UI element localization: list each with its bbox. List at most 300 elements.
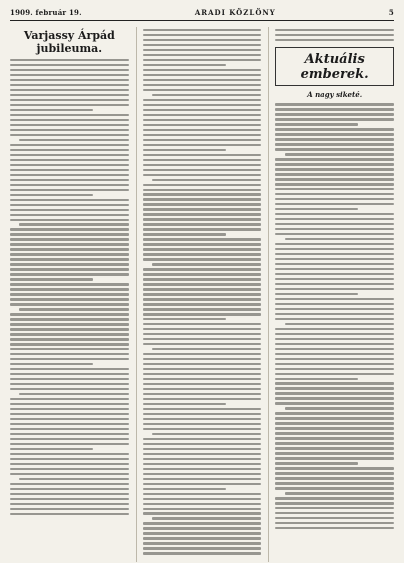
text-line (10, 238, 129, 240)
text-line (10, 373, 129, 375)
text-line (275, 148, 394, 150)
text-line (143, 393, 262, 395)
text-line (10, 343, 129, 345)
text-line (275, 123, 358, 125)
text-line (143, 149, 226, 151)
issue-date: 1909. február 19. (10, 8, 82, 17)
text-line (275, 248, 394, 250)
text-line (143, 243, 262, 245)
text-line (10, 174, 129, 176)
text-line (275, 273, 394, 275)
text-line (285, 492, 394, 494)
text-line (143, 184, 262, 186)
text-line (143, 74, 262, 76)
text-line (275, 34, 394, 36)
text-line (275, 487, 394, 489)
text-line (275, 298, 394, 300)
text-line (143, 89, 262, 91)
text-line (143, 418, 262, 420)
text-line (275, 108, 394, 110)
text-line (10, 84, 129, 86)
text-line (10, 298, 129, 300)
text-line (275, 118, 394, 120)
text-line (143, 478, 262, 480)
text-line (143, 343, 262, 345)
text-line (275, 462, 358, 464)
text-line (10, 388, 129, 390)
text-line (143, 498, 262, 500)
text-line (143, 253, 262, 255)
text-line (10, 169, 129, 171)
text-line (10, 428, 129, 430)
text-line (143, 69, 262, 71)
text-line (10, 199, 129, 201)
text-line (275, 402, 394, 404)
text-line (143, 129, 262, 131)
text-line (143, 169, 262, 171)
text-line (143, 44, 262, 46)
text-line (10, 513, 129, 515)
text-line (10, 233, 129, 235)
text-line (275, 467, 394, 469)
text-line (143, 223, 262, 225)
text-line (10, 358, 129, 360)
text-line (10, 318, 129, 320)
text-line (285, 323, 394, 325)
paper-name: ARADI KÖZLÖNY (194, 8, 276, 17)
text-line (10, 508, 129, 510)
text-line (152, 348, 261, 350)
text-line (143, 208, 262, 210)
text-line (275, 353, 394, 355)
text-line (10, 383, 129, 385)
text-line (275, 338, 394, 340)
text-line (275, 29, 394, 31)
text-line (10, 59, 129, 61)
text-line (275, 198, 394, 200)
text-line (275, 313, 394, 315)
text-line (143, 39, 262, 41)
text-line (10, 483, 129, 485)
text-line (275, 163, 394, 165)
text-line (275, 283, 394, 285)
text-line (10, 378, 129, 380)
text-line (152, 179, 261, 181)
text-line (10, 468, 129, 470)
text-line (143, 453, 262, 455)
text-line (275, 158, 394, 160)
text-line (143, 114, 262, 116)
text-line (19, 393, 128, 395)
text-line (143, 303, 262, 305)
text-line (143, 64, 226, 66)
text-line (143, 508, 262, 510)
text-line (10, 164, 129, 166)
text-line (143, 84, 262, 86)
text-line (10, 124, 129, 126)
text-line (275, 243, 394, 245)
text-line (275, 113, 394, 115)
text-line (275, 288, 394, 290)
article-headline: Varjassy Árpád jubileuma. (23, 29, 115, 55)
text-line (275, 382, 394, 384)
text-line (143, 288, 262, 290)
text-line (275, 348, 394, 350)
text-line (143, 164, 262, 166)
text-line (10, 184, 129, 186)
text-line (10, 79, 129, 81)
text-line (19, 478, 128, 480)
text-line (152, 517, 261, 519)
text-line (143, 368, 262, 370)
text-line (275, 472, 394, 474)
text-line (143, 228, 262, 230)
text-line (143, 552, 262, 554)
text-line (143, 363, 262, 365)
text-line (143, 238, 262, 240)
text-line (275, 368, 394, 370)
text-line (143, 378, 262, 380)
text-line (10, 408, 129, 410)
text-line (143, 458, 262, 460)
text-line (275, 497, 394, 499)
text-line (143, 333, 262, 335)
text-line (10, 443, 129, 445)
text-line (275, 333, 394, 335)
feature-header-box (275, 47, 394, 86)
text-line (143, 203, 262, 205)
text-line (143, 124, 262, 126)
text-line (275, 103, 394, 105)
text-line (143, 34, 262, 36)
text-line (275, 223, 394, 225)
text-line (143, 483, 262, 485)
text-line (143, 193, 262, 195)
text-line (275, 397, 394, 399)
text-line (10, 418, 129, 420)
text-line (143, 488, 226, 490)
text-line (143, 428, 262, 430)
text-line (10, 453, 129, 455)
text-line (143, 119, 262, 121)
text-line (275, 258, 394, 260)
text-line (275, 422, 394, 424)
text-line (275, 482, 394, 484)
text-line (10, 74, 129, 76)
column-3 (268, 27, 394, 562)
text-line (143, 328, 262, 330)
text-line (275, 517, 394, 519)
text-line (275, 203, 394, 205)
text-line (10, 328, 129, 330)
text-line (143, 308, 262, 310)
text-line (275, 392, 394, 394)
text-line (10, 149, 129, 151)
text-line (10, 114, 129, 116)
text-line (275, 358, 394, 360)
text-line (10, 403, 129, 405)
text-line (143, 408, 262, 410)
text-line (143, 159, 262, 161)
text-line (152, 94, 261, 96)
text-line (10, 189, 129, 191)
text-line (275, 173, 394, 175)
text-line (10, 283, 129, 285)
text-line (143, 134, 262, 136)
feature-title: Aktuális emberek. (300, 52, 369, 83)
text-line (143, 443, 262, 445)
text-line (143, 473, 262, 475)
text-line (143, 542, 262, 544)
page-number: 5 (388, 8, 394, 17)
text-line (10, 498, 129, 500)
text-line (143, 233, 226, 235)
text-line (10, 438, 129, 440)
text-line (143, 198, 262, 200)
text-line (143, 423, 262, 425)
text-line (275, 437, 394, 439)
text-line (143, 503, 262, 505)
text-line (10, 353, 129, 355)
text-line (143, 398, 262, 400)
text-line (275, 522, 394, 524)
text-line (143, 273, 262, 275)
text-line (10, 219, 129, 221)
text-line (143, 268, 262, 270)
text-line (10, 179, 129, 181)
text-line (275, 308, 394, 310)
text-line (10, 348, 129, 350)
text-line (10, 209, 129, 211)
text-line (152, 263, 261, 265)
text-line (143, 373, 262, 375)
text-line (10, 323, 129, 325)
text-line (275, 447, 394, 449)
article-columns (10, 27, 394, 562)
text-line (275, 417, 394, 419)
text-line (143, 54, 262, 56)
text-line (143, 547, 262, 549)
text-line (10, 338, 129, 340)
text-line (143, 139, 262, 141)
text-line (143, 189, 262, 191)
text-line (275, 318, 394, 320)
text-line (10, 119, 129, 121)
text-line (10, 293, 129, 295)
text-line (275, 303, 394, 305)
text-line (275, 378, 358, 380)
text-line (152, 433, 261, 435)
text-line (10, 134, 129, 136)
text-line (143, 388, 262, 390)
text-line (275, 188, 394, 190)
text-line (143, 323, 262, 325)
text-line (143, 104, 262, 106)
text-line (143, 522, 262, 524)
text-line (10, 104, 129, 106)
text-line (19, 139, 128, 141)
text-line (143, 413, 262, 415)
text-line (10, 64, 129, 66)
text-line (275, 502, 394, 504)
text-line (10, 433, 129, 435)
text-line (10, 159, 129, 161)
text-line (10, 303, 129, 305)
text-line (143, 468, 262, 470)
article-body-placeholder (143, 27, 262, 555)
text-line (275, 133, 394, 135)
text-line (143, 79, 262, 81)
text-line (275, 527, 394, 529)
text-line (143, 313, 262, 315)
text-line (143, 218, 262, 220)
text-line (143, 527, 262, 529)
text-line (10, 458, 129, 460)
text-line (143, 49, 262, 51)
text-line (275, 477, 394, 479)
text-line (275, 387, 394, 389)
text-line (10, 204, 129, 206)
text-line (275, 193, 394, 195)
column-2 (136, 27, 262, 562)
text-line (10, 69, 129, 71)
text-line (143, 383, 262, 385)
text-line (275, 278, 394, 280)
text-line (143, 248, 262, 250)
text-line (275, 512, 394, 514)
text-line (10, 493, 129, 495)
text-line (275, 343, 394, 345)
text-line (275, 263, 394, 265)
text-line (275, 253, 394, 255)
text-line (143, 258, 262, 260)
text-line (143, 537, 262, 539)
text-line (143, 298, 262, 300)
text-line (10, 463, 129, 465)
column-1 (10, 27, 129, 562)
text-line (10, 214, 129, 216)
text-line (143, 154, 262, 156)
text-line (143, 438, 262, 440)
text-line (143, 59, 262, 61)
text-line (143, 318, 226, 320)
text-line (143, 353, 262, 355)
text-line (10, 363, 93, 365)
text-line (10, 243, 129, 245)
article-body-placeholder (275, 27, 394, 41)
text-line (10, 99, 129, 101)
article-body-placeholder (275, 101, 394, 529)
text-line (275, 128, 394, 130)
text-line (275, 268, 394, 270)
text-line (10, 94, 129, 96)
text-line (275, 178, 394, 180)
text-line (143, 109, 262, 111)
text-line (285, 238, 394, 240)
text-line (275, 218, 394, 220)
text-line (10, 503, 129, 505)
text-line (10, 488, 129, 490)
text-line (10, 313, 129, 315)
text-line (10, 473, 129, 475)
text-line (275, 293, 358, 295)
text-line (143, 532, 262, 534)
text-line (275, 363, 394, 365)
text-line (10, 129, 129, 131)
text-line (143, 174, 262, 176)
text-line (10, 413, 129, 415)
text-line (10, 144, 129, 146)
text-line (275, 213, 394, 215)
text-line (275, 452, 394, 454)
text-line (275, 432, 394, 434)
text-line (143, 448, 262, 450)
text-line (143, 283, 262, 285)
text-line (143, 144, 262, 146)
text-line (275, 138, 394, 140)
text-line (19, 223, 128, 225)
text-line (143, 213, 262, 215)
text-line (10, 109, 93, 111)
text-line (275, 228, 394, 230)
text-line (143, 512, 262, 514)
text-line (10, 253, 129, 255)
text-line (143, 293, 262, 295)
text-line (285, 407, 394, 409)
text-line (19, 308, 128, 310)
text-line (10, 423, 129, 425)
text-line (143, 463, 262, 465)
feature-subtitle: A nagy siketé. (307, 90, 363, 100)
text-line (275, 442, 394, 444)
text-line (10, 273, 129, 275)
text-line (143, 338, 262, 340)
masthead (10, 8, 394, 21)
text-line (10, 228, 129, 230)
text-line (10, 154, 129, 156)
text-line (10, 278, 93, 280)
text-line (275, 328, 394, 330)
text-line (275, 233, 394, 235)
text-line (275, 373, 394, 375)
text-line (10, 448, 93, 450)
text-line (275, 427, 394, 429)
text-line (275, 183, 394, 185)
text-line (10, 398, 129, 400)
text-line (275, 507, 394, 509)
text-line (10, 258, 129, 260)
text-line (10, 368, 129, 370)
text-line (275, 168, 394, 170)
text-line (10, 248, 129, 250)
text-line (10, 268, 129, 270)
text-line (143, 403, 226, 405)
text-line (143, 29, 262, 31)
text-line (10, 263, 129, 265)
text-line (10, 89, 129, 91)
text-line (143, 278, 262, 280)
text-line (275, 412, 394, 414)
article-body-placeholder (10, 57, 129, 515)
text-line (10, 288, 129, 290)
text-line (275, 208, 358, 210)
text-line (275, 457, 394, 459)
text-line (143, 358, 262, 360)
text-line (10, 333, 129, 335)
text-line (285, 153, 394, 155)
text-line (143, 493, 262, 495)
text-line (275, 39, 394, 41)
